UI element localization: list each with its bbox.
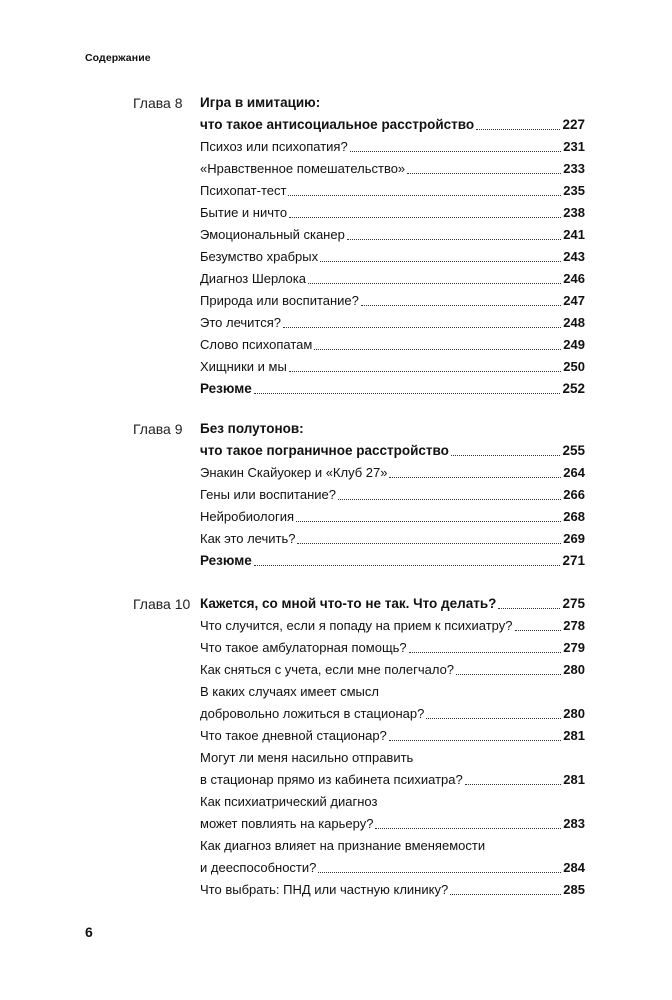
toc-entry — [200, 246, 585, 268]
toc-entry — [200, 593, 585, 615]
toc-entry — [200, 703, 585, 725]
toc-entry-title: Эмоциональный сканер — [200, 227, 345, 242]
toc-entry-page: 264 — [563, 465, 585, 480]
toc-entry — [200, 92, 585, 114]
toc-entry-title: Резюме — [200, 553, 252, 568]
toc-entry-page: 246 — [563, 271, 585, 286]
toc-entry-title: Могут ли меня насильно отправить — [200, 750, 414, 765]
toc-entry — [200, 440, 585, 462]
toc-entry — [200, 180, 585, 202]
dot-leader — [254, 565, 561, 566]
dot-leader — [451, 455, 561, 456]
chapter-label: Глава 10 — [133, 596, 191, 612]
toc-entry — [200, 747, 585, 769]
dot-leader — [450, 894, 561, 895]
toc-entry — [200, 659, 585, 681]
dot-leader — [456, 674, 561, 675]
dot-leader — [515, 630, 562, 631]
page-number: 6 — [85, 924, 93, 940]
toc-entry-page: 280 — [563, 662, 585, 677]
toc-entry-title: Как это лечить? — [200, 531, 296, 546]
toc-entry — [200, 506, 585, 528]
toc-entry-page: 243 — [563, 249, 585, 264]
dot-leader — [465, 784, 562, 785]
toc-entry-title: Резюме — [200, 381, 252, 396]
toc-entry-page: 279 — [563, 640, 585, 655]
toc-entry-title: Это лечится? — [200, 315, 281, 330]
toc-entry-page: 241 — [563, 227, 585, 242]
toc-entry-page: 268 — [563, 509, 585, 524]
dot-leader — [350, 151, 562, 152]
toc-entries — [200, 418, 585, 572]
toc-entry-title: и дееспособности? — [200, 860, 317, 875]
toc-entry-page: 249 — [563, 337, 585, 352]
dot-leader — [498, 608, 560, 609]
toc-entry-title: Слово психопатам — [200, 337, 313, 352]
toc-entry-title: Кажется, со мной что-то не так. Что делать? — [200, 596, 497, 611]
toc-entry-title: Как психиатрический диагноз — [200, 794, 378, 809]
toc-entry — [200, 528, 585, 550]
toc-entry — [200, 462, 585, 484]
toc-entry-title: добровольно ложиться в стационар? — [200, 706, 425, 721]
dot-leader — [318, 872, 561, 873]
toc-entry-page: 227 — [562, 117, 585, 132]
toc-entry — [200, 550, 585, 572]
toc-entry-page: 284 — [563, 860, 585, 875]
toc-entry — [200, 857, 585, 879]
toc-entry-page: 281 — [563, 772, 585, 787]
toc-entry-page: 280 — [563, 706, 585, 721]
dot-leader — [297, 543, 561, 544]
toc-entry-title: Что случится, если я попаду на прием к психиатру? — [200, 618, 513, 633]
toc-entry-page: 255 — [562, 443, 585, 458]
toc-entry-page: 231 — [563, 139, 585, 154]
toc-entry — [200, 791, 585, 813]
toc-entry-title: может повлиять на карьеру? — [200, 816, 374, 831]
toc-entry — [200, 637, 585, 659]
toc-entry-page: 275 — [562, 596, 585, 611]
toc-entry-page: 285 — [563, 882, 585, 897]
dot-leader — [254, 393, 561, 394]
toc-entry — [200, 769, 585, 791]
toc-entry — [200, 202, 585, 224]
toc-entry-page: 252 — [562, 381, 585, 396]
toc-entry — [200, 725, 585, 747]
toc-entry-title: Безумство храбрых — [200, 249, 319, 264]
dot-leader — [426, 718, 561, 719]
toc-entries — [200, 92, 585, 400]
toc-entry-page: 250 — [563, 359, 585, 374]
dot-leader — [296, 521, 561, 522]
toc-entry-title: Как диагноз влияет на признание вменяемости — [200, 838, 486, 853]
toc-entry — [200, 158, 585, 180]
dot-leader — [288, 195, 561, 196]
toc-entry-title: Диагноз Шерлока — [200, 271, 306, 286]
toc-entry-page: 248 — [563, 315, 585, 330]
dot-leader — [314, 349, 561, 350]
toc-entry-page: 281 — [563, 728, 585, 743]
toc-entry-title: что такое пограничное расстройство — [200, 443, 449, 458]
toc-entry-title: что такое антисоциальное расстройство — [200, 117, 475, 132]
toc-entry — [200, 224, 585, 246]
toc-entry-page: 269 — [563, 531, 585, 546]
toc-entry — [200, 681, 585, 703]
toc-entry-title: Что выбрать: ПНД или частную клинику? — [200, 882, 449, 897]
dot-leader — [389, 477, 561, 478]
toc-entry-title: «Нравственное помешательство» — [200, 161, 406, 176]
toc-entry — [200, 879, 585, 901]
toc-entry-page: 235 — [563, 183, 585, 198]
toc-entry-title: Игра в имитацию: — [200, 95, 321, 110]
dot-leader — [375, 828, 561, 829]
toc-entry-title: Что такое дневной стационар? — [200, 728, 387, 743]
toc-entries — [200, 593, 585, 901]
toc-entry — [200, 356, 585, 378]
toc-entry-page: 283 — [563, 816, 585, 831]
toc-entry-page: 271 — [562, 553, 585, 568]
toc-entry-page: 238 — [563, 205, 585, 220]
toc-entry — [200, 835, 585, 857]
dot-leader — [283, 327, 561, 328]
dot-leader — [320, 261, 561, 262]
toc-entry-title: Природа или воспитание? — [200, 293, 359, 308]
dot-leader — [289, 371, 562, 372]
toc-entry-title: Нейробиология — [200, 509, 294, 524]
toc-entry — [200, 268, 585, 290]
toc-entry — [200, 378, 585, 400]
dot-leader — [361, 305, 561, 306]
chapter-label: Глава 8 — [133, 95, 183, 111]
toc-entry — [200, 418, 585, 440]
dot-leader — [389, 740, 562, 741]
toc-entry-page: 233 — [563, 161, 585, 176]
toc-entry — [200, 290, 585, 312]
toc-entry-title: Что такое амбулаторная помощь? — [200, 640, 407, 655]
toc-entry-page: 247 — [563, 293, 585, 308]
toc-entry-title: Психопат-тест — [200, 183, 287, 198]
dot-leader — [289, 217, 561, 218]
toc-entry — [200, 114, 585, 136]
toc-entry — [200, 813, 585, 835]
running-head: Содержание — [85, 52, 151, 64]
toc-entry-title: Без полутонов: — [200, 421, 304, 436]
toc-entry — [200, 615, 585, 637]
dot-leader — [409, 652, 562, 653]
toc-entry-title: Как сняться с учета, если мне полегчало? — [200, 662, 455, 677]
dot-leader — [476, 129, 560, 130]
toc-entry — [200, 312, 585, 334]
toc-entry-page: 278 — [563, 618, 585, 633]
dot-leader — [308, 283, 561, 284]
toc-entry — [200, 136, 585, 158]
chapter-label: Глава 9 — [133, 421, 183, 437]
toc-entry-title: В каких случаях имеет смысл — [200, 684, 379, 699]
toc-entry-page: 266 — [563, 487, 585, 502]
toc-entry-title: в стационар прямо из кабинета психиатра? — [200, 772, 463, 787]
toc-entry — [200, 484, 585, 506]
toc-entry-title: Гены или воспитание? — [200, 487, 336, 502]
toc-entry-title: Психоз или психопатия? — [200, 139, 348, 154]
toc-entry-title: Энакин Скайуокер и «Клуб 27» — [200, 465, 388, 480]
dot-leader — [347, 239, 561, 240]
toc-entry-title: Хищники и мы — [200, 359, 287, 374]
toc-entry-title: Бытие и ничто — [200, 205, 288, 220]
toc-entry — [200, 334, 585, 356]
dot-leader — [407, 173, 561, 174]
dot-leader — [338, 499, 561, 500]
